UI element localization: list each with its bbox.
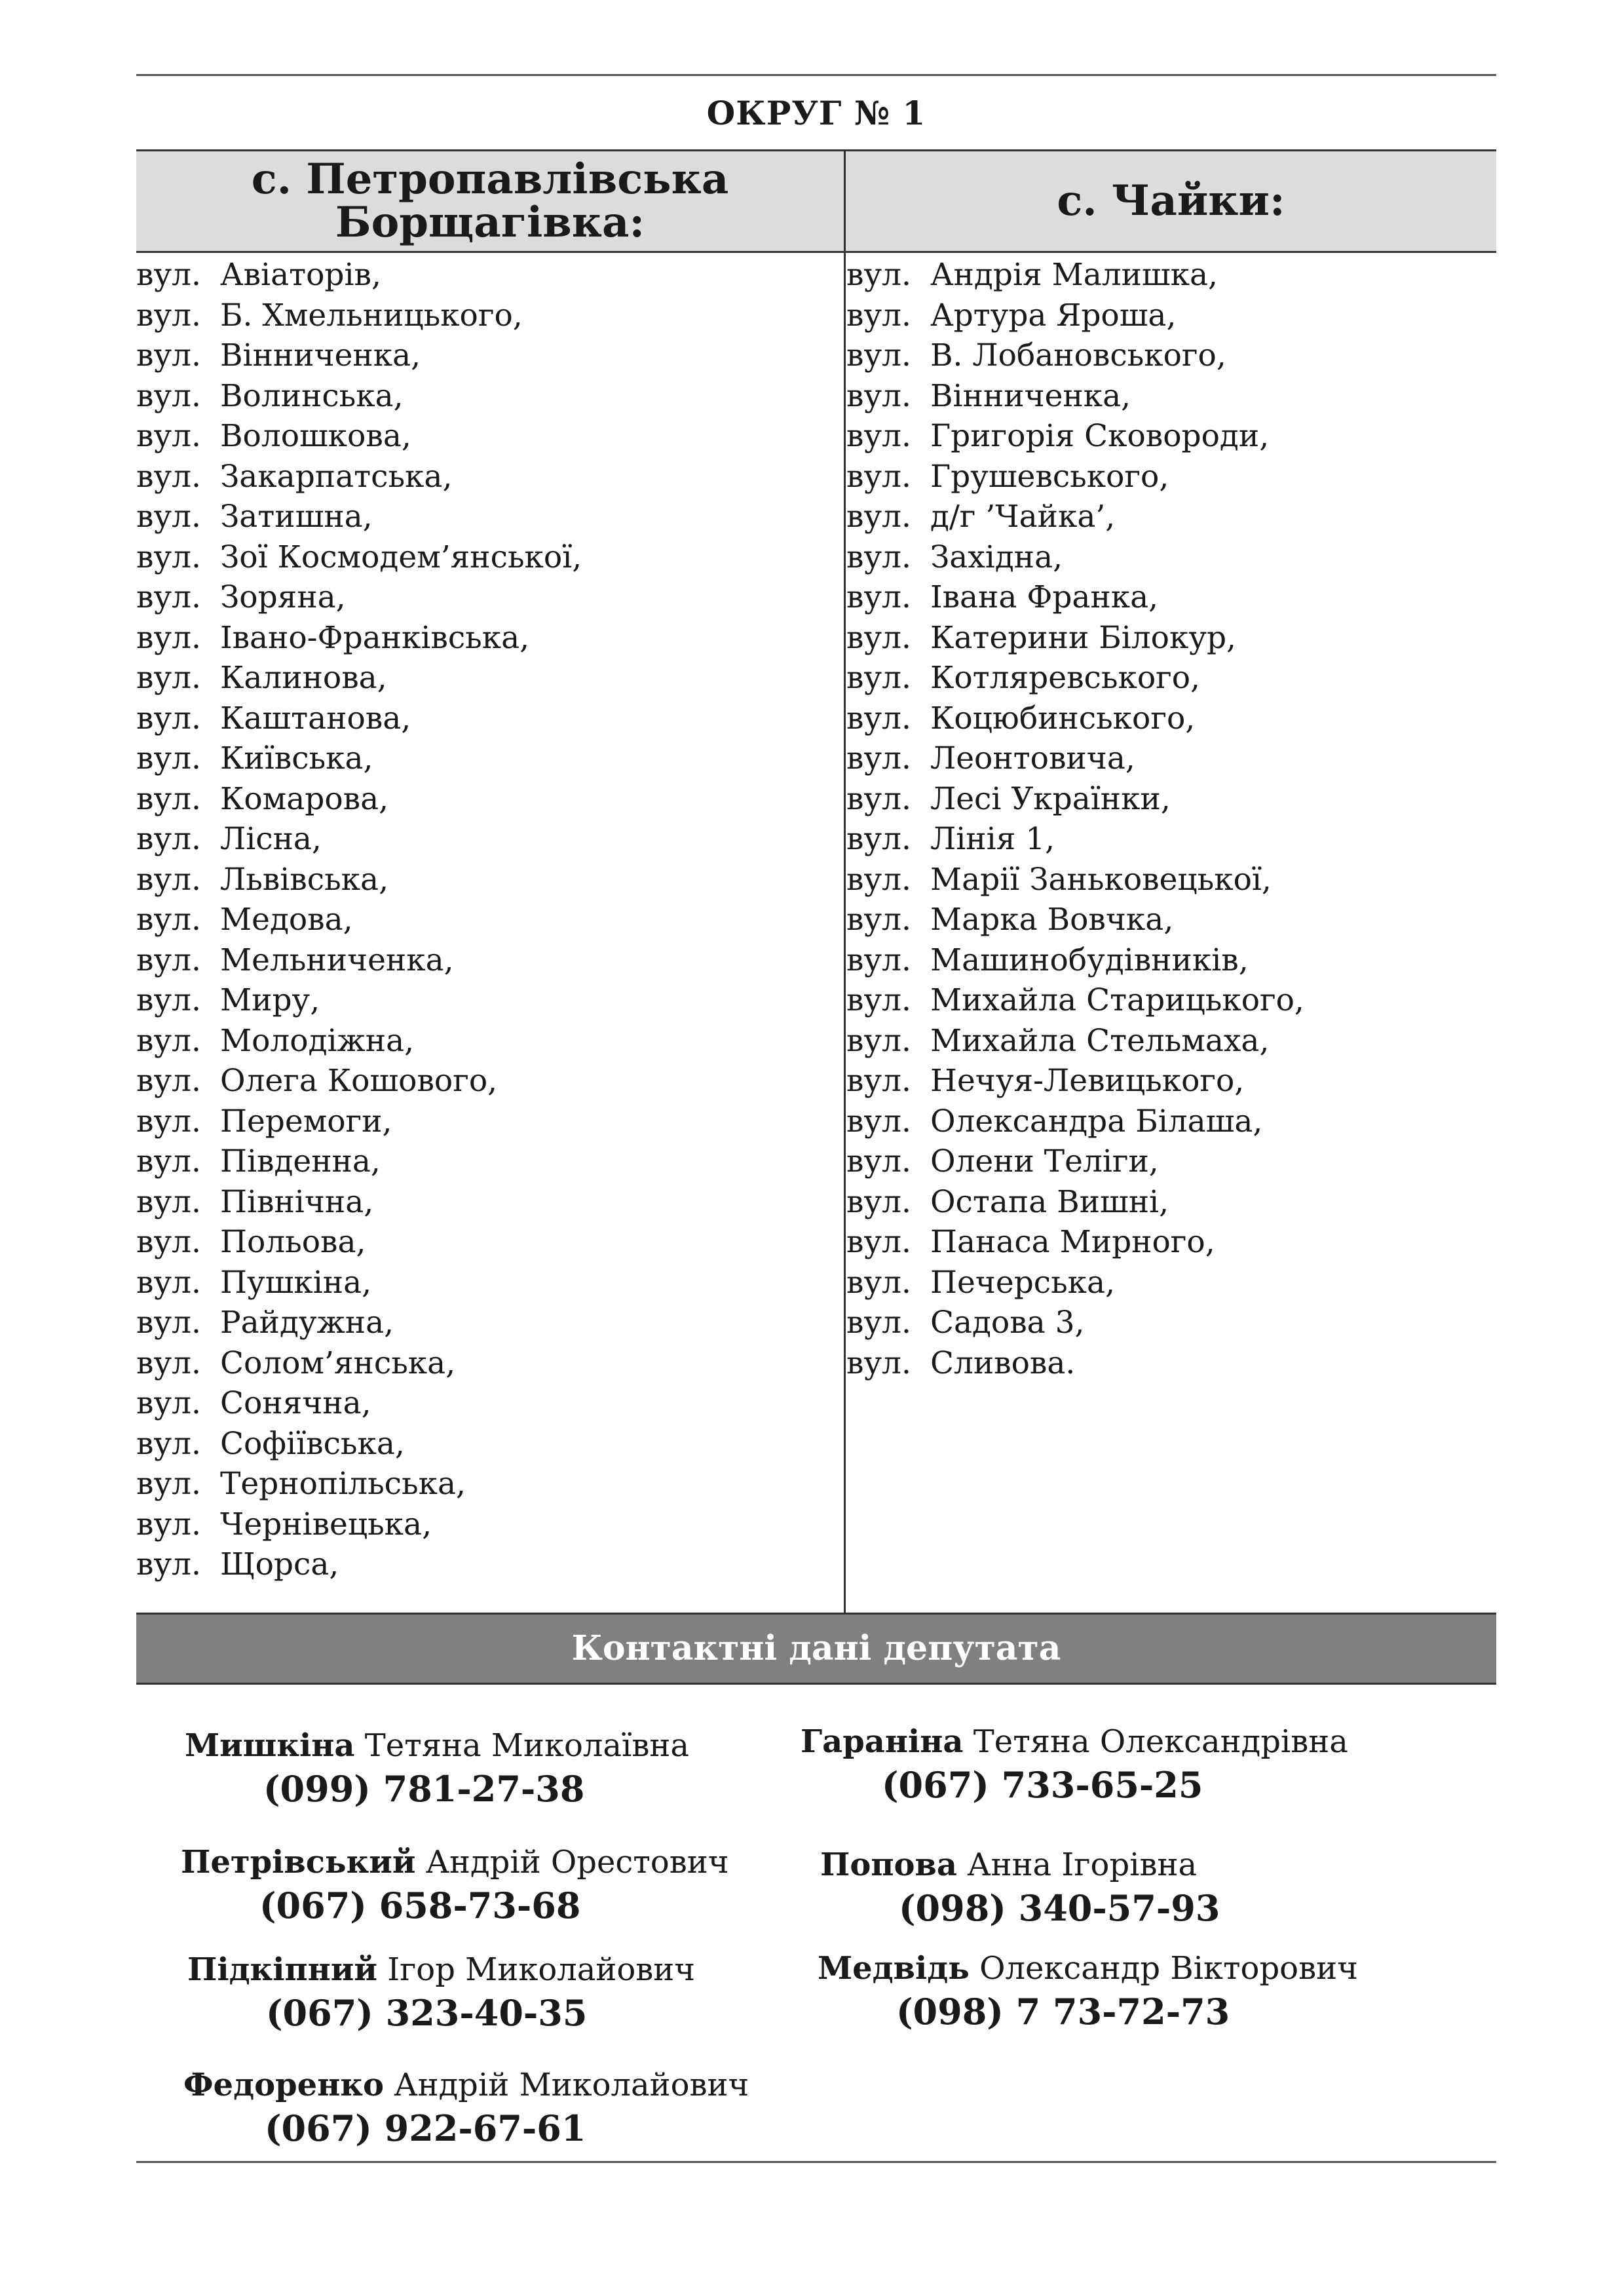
street-name: Волинська,	[220, 377, 404, 414]
street-prefix: вул.	[846, 700, 911, 737]
street-name: Перемоги,	[220, 1103, 392, 1139]
street-prefix: вул.	[136, 740, 201, 776]
street-item	[846, 376, 1304, 417]
contact-phone: (067) 733-65-25	[882, 1764, 1203, 1806]
street-prefix: вул.	[136, 539, 201, 575]
street-prefix: вул.	[846, 740, 911, 776]
street-prefix: вул.	[136, 1345, 201, 1381]
street-name: Чернівецька,	[220, 1506, 432, 1542]
street-item	[136, 1222, 582, 1263]
street-prefix: вул.	[136, 257, 201, 293]
street-name: Михайла Старицького,	[930, 982, 1304, 1018]
street-name: Олега Кошового,	[220, 1063, 498, 1099]
street-prefix: вул.	[846, 337, 911, 373]
contact-entry	[801, 1723, 1348, 1806]
street-name: Леонтовича,	[930, 740, 1135, 776]
street-prefix: вул.	[136, 780, 201, 817]
street-item	[846, 296, 1304, 336]
street-prefix: вул.	[846, 619, 911, 656]
street-name: Вінниченка,	[930, 377, 1131, 414]
street-prefix: вул.	[846, 1063, 911, 1099]
street-item	[136, 819, 582, 860]
street-item	[136, 1303, 582, 1343]
contact-phone: (067) 658-73-68	[259, 1885, 581, 1926]
street-name: Райдужна,	[220, 1305, 394, 1341]
street-name: Солом’янська,	[220, 1345, 456, 1381]
street-name: В. Лобановського,	[930, 337, 1226, 373]
contact-surname: Петрівський	[181, 1844, 416, 1881]
street-prefix: вул.	[846, 539, 911, 575]
street-name: Остапа Вишні,	[930, 1183, 1169, 1220]
street-item	[136, 1101, 582, 1142]
street-item	[136, 537, 582, 578]
street-item	[136, 1504, 582, 1545]
street-item	[846, 1061, 1304, 1101]
contact-surname: Мишкіна	[185, 1727, 355, 1764]
street-prefix: вул.	[846, 1305, 911, 1341]
street-prefix: вул.	[136, 821, 201, 857]
street-prefix: вул.	[846, 982, 911, 1018]
street-name: Зої Космодем’янської,	[220, 539, 582, 575]
street-item	[846, 900, 1304, 940]
street-prefix: вул.	[846, 458, 911, 495]
street-item	[846, 980, 1304, 1021]
street-name: Котляревського,	[930, 660, 1200, 696]
street-name: Медова,	[220, 902, 353, 938]
street-item	[846, 940, 1304, 981]
contact-phone: (067) 323-40-35	[266, 1992, 588, 2034]
street-item	[136, 457, 582, 497]
street-name: Зоряна,	[220, 579, 346, 615]
street-item	[846, 1141, 1304, 1182]
street-name: Щорса,	[220, 1546, 339, 1582]
contact-phone: (067) 922-67-61	[265, 2107, 586, 2149]
street-item	[846, 1222, 1304, 1263]
street-item	[136, 497, 582, 537]
contact-surname: Попова	[820, 1846, 957, 1883]
street-item	[846, 1303, 1304, 1343]
street-name: Григорія Сковороди,	[930, 418, 1270, 454]
street-prefix: вул.	[136, 1506, 201, 1542]
contacts-heading: Контактні дані депутата	[136, 1615, 1496, 1685]
street-name: Польова,	[220, 1224, 366, 1260]
street-item	[136, 900, 582, 940]
street-prefix: вул.	[846, 1103, 911, 1139]
street-item	[846, 457, 1304, 497]
street-prefix: вул.	[136, 418, 201, 454]
contact-entry	[181, 1844, 729, 1926]
street-item	[136, 376, 582, 417]
street-item	[136, 1424, 582, 1464]
column-divider	[844, 151, 846, 1613]
street-item	[136, 698, 582, 739]
street-item	[136, 255, 582, 296]
street-name: Тернопільська,	[220, 1466, 466, 1502]
street-prefix: вул.	[846, 821, 911, 857]
street-name: Комарова,	[220, 780, 389, 817]
street-item	[846, 1182, 1304, 1223]
street-item	[846, 1343, 1304, 1384]
street-name: Михайла Стельмаха,	[930, 1022, 1270, 1059]
street-item	[136, 940, 582, 981]
street-name: Авіаторів,	[220, 257, 381, 293]
street-item	[136, 1544, 582, 1585]
street-name: Волошкова,	[220, 418, 411, 454]
street-name: д/г ’Чайка’,	[930, 499, 1116, 535]
street-name: Північна,	[220, 1183, 374, 1220]
street-prefix: вул.	[846, 861, 911, 898]
street-prefix: вул.	[846, 902, 911, 938]
street-prefix: вул.	[136, 660, 201, 696]
street-name: Андрія Малишка,	[930, 257, 1218, 293]
street-name: Панаса Мирного,	[930, 1224, 1215, 1260]
street-item	[846, 779, 1304, 820]
street-prefix: вул.	[136, 1264, 201, 1301]
street-name: Західна,	[930, 539, 1063, 575]
street-name: Вінниченка,	[220, 337, 421, 373]
street-prefix: вул.	[136, 1183, 201, 1220]
street-prefix: вул.	[136, 1385, 201, 1421]
street-name: Олени Теліги,	[930, 1143, 1159, 1179]
village-heading-chaiky: с. Чайки:	[1057, 176, 1285, 225]
street-prefix: вул.	[846, 297, 911, 334]
street-item	[136, 860, 582, 900]
street-prefix: вул.	[136, 902, 201, 938]
street-item	[846, 577, 1304, 618]
street-item	[846, 416, 1304, 457]
street-prefix: вул.	[136, 619, 201, 656]
street-name: Печерська,	[930, 1264, 1116, 1301]
street-name: Артура Яроша,	[930, 297, 1177, 334]
street-prefix: вул.	[846, 499, 911, 535]
street-item	[846, 255, 1304, 296]
street-name: Львівська,	[220, 861, 389, 898]
street-name: Софіївська,	[220, 1425, 405, 1462]
contact-entry	[183, 2067, 749, 2149]
street-item	[136, 1383, 582, 1424]
street-name: Б. Хмельницького,	[220, 297, 523, 334]
street-prefix: вул.	[846, 418, 911, 454]
street-item	[846, 497, 1304, 537]
street-name: Лесі Українки,	[930, 780, 1171, 817]
street-prefix: вул.	[136, 1305, 201, 1341]
street-item	[846, 1101, 1304, 1142]
street-item	[846, 1021, 1304, 1062]
contact-phone: (099) 781-27-38	[263, 1768, 585, 1810]
street-prefix: вул.	[846, 257, 911, 293]
contact-phone: (098) 340-57-93	[899, 1887, 1220, 1929]
street-item	[136, 618, 582, 659]
contact-entry	[187, 1951, 695, 2034]
street-item	[136, 980, 582, 1021]
street-name: Марії Заньковецької,	[930, 861, 1272, 898]
street-item	[846, 738, 1304, 779]
street-prefix: вул.	[136, 1546, 201, 1582]
street-item	[136, 1141, 582, 1182]
street-name: Сонячна,	[220, 1385, 371, 1421]
street-item	[846, 698, 1304, 739]
street-item	[136, 577, 582, 618]
street-name: Південна,	[220, 1143, 381, 1179]
street-item	[136, 1182, 582, 1223]
street-name: Молодіжна,	[220, 1022, 415, 1059]
street-name: Олександра Білаша,	[930, 1103, 1263, 1139]
street-name: Пушкіна,	[220, 1264, 372, 1301]
street-item	[136, 1343, 582, 1384]
top-rule	[136, 74, 1496, 76]
village-heading-line2: Борщагівка:	[335, 198, 645, 247]
street-prefix: вул.	[136, 297, 201, 334]
district-title: ОКРУГ № 1	[706, 94, 926, 132]
street-prefix: вул.	[136, 982, 201, 1018]
street-name: Катерини Білокур,	[930, 619, 1236, 656]
street-name: Коцюбинського,	[930, 700, 1196, 737]
street-name: Закарпатська,	[220, 458, 453, 495]
street-item	[136, 335, 582, 376]
street-prefix: вул.	[846, 1345, 911, 1381]
street-prefix: вул.	[136, 942, 201, 978]
street-prefix: вул.	[136, 499, 201, 535]
street-prefix: вул.	[136, 861, 201, 898]
street-name: Нечуя-Левицького,	[930, 1063, 1245, 1099]
street-prefix: вул.	[136, 1425, 201, 1462]
street-name: Каштанова,	[220, 700, 411, 737]
street-item	[846, 658, 1304, 698]
village-heading-petropavlivska	[136, 151, 844, 251]
street-item	[846, 819, 1304, 860]
street-name: Київська,	[220, 740, 373, 776]
street-item	[846, 860, 1304, 900]
contact-entry	[820, 1846, 1220, 1929]
street-prefix: вул.	[136, 377, 201, 414]
street-name: Івано-Франківська,	[220, 619, 530, 656]
street-prefix: вул.	[136, 458, 201, 495]
street-prefix: вул.	[846, 660, 911, 696]
street-prefix: вул.	[846, 1183, 911, 1220]
street-name: Затишна,	[220, 499, 373, 535]
contact-surname: Федоренко	[183, 2067, 384, 2103]
street-prefix: вул.	[136, 700, 201, 737]
street-item	[846, 1263, 1304, 1303]
street-name: Лінія 1,	[930, 821, 1055, 857]
contact-given-name: Андрій Орестович	[425, 1844, 729, 1881]
street-item	[136, 1464, 582, 1504]
street-prefix: вул.	[136, 337, 201, 373]
street-name: Марка Вовчка,	[930, 902, 1174, 938]
contact-given-name: Анна Ігорівна	[967, 1846, 1198, 1883]
street-list-right	[846, 255, 1304, 1383]
contact-surname: Медвідь	[818, 1950, 970, 1987]
street-list-left	[136, 255, 582, 1585]
street-name: Грушевського,	[930, 458, 1169, 495]
street-prefix: вул.	[136, 1466, 201, 1502]
street-name: Садова 3,	[930, 1305, 1085, 1341]
contact-surname: Підкіпний	[187, 1951, 377, 1988]
contact-given-name: Тетяна Миколаївна	[364, 1727, 689, 1764]
street-prefix: вул.	[136, 579, 201, 615]
contact-phone: (098) 7 73-72-73	[896, 1991, 1230, 2033]
street-name: Сливова.	[930, 1345, 1076, 1381]
street-name: Мельниченка,	[220, 942, 454, 978]
streets-table	[136, 149, 1496, 1615]
contact-surname: Гараніна	[801, 1723, 964, 1760]
street-prefix: вул.	[846, 1224, 911, 1260]
street-name: Калинова,	[220, 660, 387, 696]
street-item	[136, 738, 582, 779]
street-item	[136, 416, 582, 457]
contact-given-name: Ігор Миколайович	[387, 1951, 695, 1988]
street-prefix: вул.	[846, 780, 911, 817]
street-item	[136, 1021, 582, 1062]
street-item	[136, 296, 582, 336]
street-prefix: вул.	[846, 942, 911, 978]
street-name: Миру,	[220, 982, 320, 1018]
street-prefix: вул.	[846, 1143, 911, 1179]
contact-given-name: Олександр Вікторович	[979, 1950, 1358, 1987]
bottom-rule	[136, 2161, 1496, 2163]
contact-given-name: Тетяна Олександрівна	[973, 1723, 1348, 1760]
village-heading-line1: с. Петропавлівська	[251, 155, 729, 204]
street-item	[136, 1263, 582, 1303]
street-item	[846, 335, 1304, 376]
street-item	[136, 779, 582, 820]
street-prefix: вул.	[136, 1022, 201, 1059]
street-item	[846, 618, 1304, 659]
street-prefix: вул.	[846, 1264, 911, 1301]
street-prefix: вул.	[846, 377, 911, 414]
contact-entry	[185, 1727, 689, 1810]
contact-entry	[818, 1950, 1358, 2033]
street-name: Лісна,	[220, 821, 322, 857]
street-prefix: вул.	[846, 579, 911, 615]
street-prefix: вул.	[136, 1224, 201, 1260]
street-prefix: вул.	[136, 1063, 201, 1099]
street-name: Івана Франка,	[930, 579, 1159, 615]
contact-given-name: Андрій Миколайович	[394, 2067, 749, 2103]
street-prefix: вул.	[136, 1143, 201, 1179]
street-item	[136, 658, 582, 698]
street-name: Машинобудівників,	[930, 942, 1249, 978]
street-item	[846, 537, 1304, 578]
street-prefix: вул.	[136, 1103, 201, 1139]
street-prefix: вул.	[846, 1022, 911, 1059]
street-item	[136, 1061, 582, 1101]
